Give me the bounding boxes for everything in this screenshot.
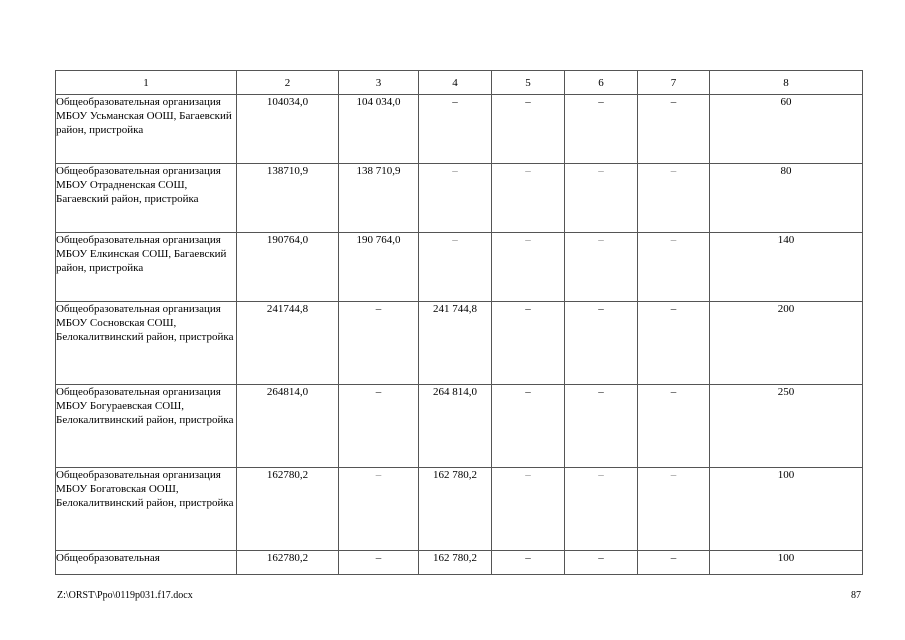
cell-organization-name: Общеобразовательная организация МБОУ Усьманская ООШ, Багаевский район, пристройка [56,95,237,164]
cell-col-8: 60 [710,95,863,164]
cell-col-4: 264 814,0 [419,385,492,468]
cell-col-4: – [419,233,492,302]
cell-col-7: – [638,551,710,575]
cell-organization-name: Общеобразовательная организация МБОУ Богураевская СОШ, Белокалитвинский район, пристройка [56,385,237,468]
cell-col-6: – [565,302,638,385]
cell-col-3: – [339,551,419,575]
column-header-8: 8 [710,71,863,95]
cell-col-4: – [419,95,492,164]
table-row [56,551,863,575]
footer-file-path: Z:\ORST\Ppo\0119p031.f17.docx [57,590,193,601]
cell-col-6: – [565,551,638,575]
cell-col-3: 190 764,0 [339,233,419,302]
cell-col-3: 104 034,0 [339,95,419,164]
cell-col-5: – [492,233,565,302]
table-row [56,468,863,551]
table-row [56,385,863,468]
cell-col-8: 250 [710,385,863,468]
column-header-1: 1 [56,71,237,95]
cell-organization-name: Общеобразовательная организация МБОУ Отрадненская СОШ, Багаевский район, пристройка [56,164,237,233]
cell-col-7: – [638,385,710,468]
cell-col-5: – [492,468,565,551]
cell-col-6: – [565,385,638,468]
table-row [56,302,863,385]
cell-organization-name: Общеобразовательная организация МБОУ Сосновская СОШ, Белокалитвинский район, пристройка [56,302,237,385]
cell-col-3: – [339,468,419,551]
cell-col-8: 100 [710,551,863,575]
cell-col-2: 104034,0 [237,95,339,164]
cell-col-3: 138 710,9 [339,164,419,233]
cell-col-2: 162780,2 [237,551,339,575]
table-row [56,233,863,302]
cell-col-8: 80 [710,164,863,233]
column-header-4: 4 [419,71,492,95]
cell-col-7: – [638,95,710,164]
header-row [56,71,863,95]
cell-col-6: – [565,233,638,302]
column-header-5: 5 [492,71,565,95]
cell-col-4: 241 744,8 [419,302,492,385]
cell-col-7: – [638,233,710,302]
cell-col-2: 264814,0 [237,385,339,468]
cell-col-8: 200 [710,302,863,385]
cell-col-5: – [492,551,565,575]
cell-col-7: – [638,164,710,233]
cell-col-5: – [492,95,565,164]
cell-col-3: – [339,302,419,385]
column-header-2: 2 [237,71,339,95]
table-row [56,95,863,164]
cell-organization-name: Общеобразовательная организация МБОУ Богатовская ООШ, Белокалитвинский район, пристройка [56,468,237,551]
cell-col-2: 190764,0 [237,233,339,302]
column-header-6: 6 [565,71,638,95]
column-header-3: 3 [339,71,419,95]
cell-col-5: – [492,385,565,468]
cell-col-4: 162 780,2 [419,468,492,551]
cell-col-6: – [565,164,638,233]
cell-organization-name: Общеобразовательная [56,551,237,575]
cell-col-8: 140 [710,233,863,302]
cell-col-2: 138710,9 [237,164,339,233]
cell-col-2: 241744,8 [237,302,339,385]
cell-col-8: 100 [710,468,863,551]
cell-col-4: – [419,164,492,233]
cell-col-7: – [638,302,710,385]
cell-col-2: 162780,2 [237,468,339,551]
cell-col-6: – [565,468,638,551]
cell-organization-name: Общеобразовательная организация МБОУ Елкинская СОШ, Багаевский район, пристройка [56,233,237,302]
cell-col-5: – [492,302,565,385]
cell-col-3: – [339,385,419,468]
cell-col-6: – [565,95,638,164]
page-number: 87 [851,590,861,601]
column-header-7: 7 [638,71,710,95]
cell-col-7: – [638,468,710,551]
data-table [55,70,863,575]
table-row [56,164,863,233]
cell-col-4: 162 780,2 [419,551,492,575]
cell-col-5: – [492,164,565,233]
